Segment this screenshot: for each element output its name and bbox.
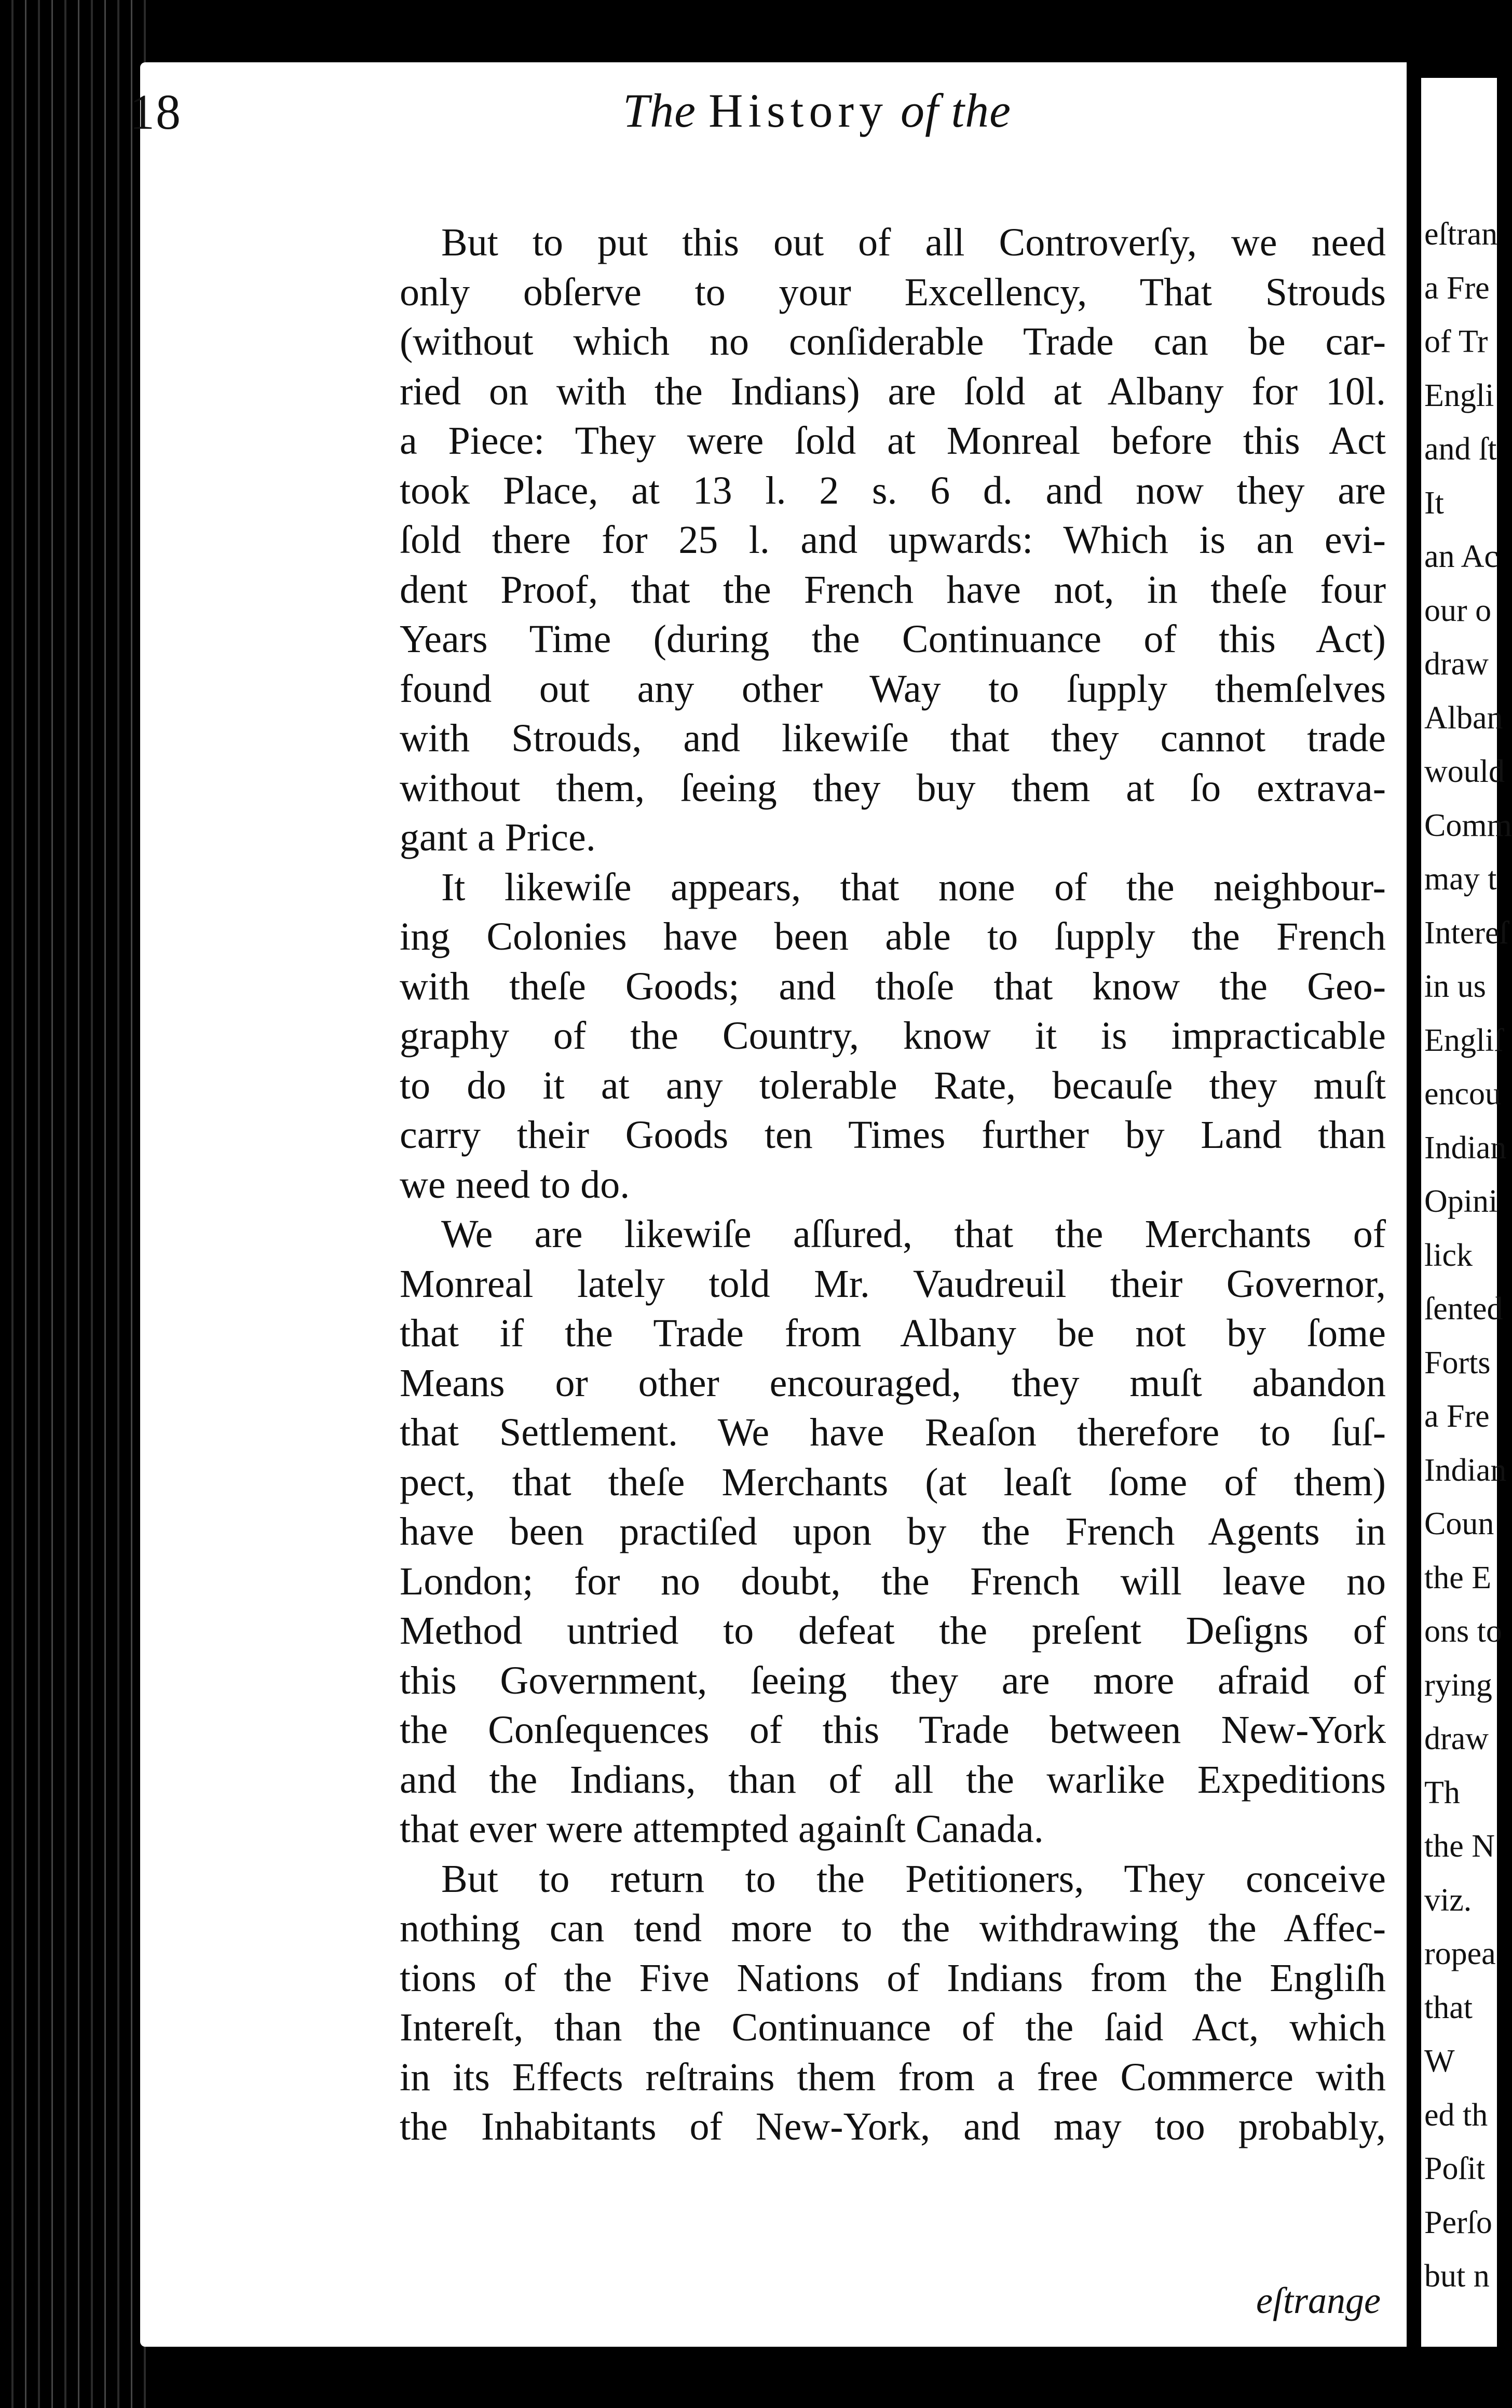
text-line: gant a Price. — [400, 816, 596, 859]
text-line: that ever were attempted againſt Canada. — [400, 1807, 1044, 1851]
next-page-line: W — [1424, 2044, 1455, 2079]
next-page-line: draw — [1424, 1721, 1489, 1756]
text-line: carry their Goods ten Times further by Land than — [400, 1113, 1386, 1157]
next-page-line: ropea — [1424, 1936, 1496, 1971]
text-line: ing Colonies have been able to ſupply the French — [400, 915, 1386, 958]
text-line: that if the Trade from Albany be not by ſome — [400, 1311, 1386, 1355]
text-line: found out any other Way to ſupply themſelves — [400, 667, 1386, 711]
page-number: 18 — [130, 84, 182, 140]
next-page-line: may t — [1424, 861, 1497, 897]
next-page-line: Comm — [1424, 807, 1512, 843]
next-page-line: and ſt — [1424, 431, 1497, 467]
next-page-line: Indian — [1424, 1130, 1507, 1166]
next-page-line: Alban — [1424, 700, 1503, 736]
next-page-line: that — [1424, 1990, 1473, 2025]
next-page-line: in us — [1424, 969, 1486, 1004]
next-page-line: rying — [1424, 1667, 1492, 1703]
text-line: Means or other encouraged, they muſt abandon — [400, 1361, 1386, 1405]
next-page-line: Perſo — [1424, 2204, 1492, 2240]
next-page-line: Th — [1424, 1775, 1460, 1810]
running-head — [623, 83, 1011, 138]
next-page-line: Coun — [1424, 1506, 1494, 1541]
text-line: Monreal lately told Mr. Vaudreuil their Governor, — [400, 1262, 1386, 1306]
next-page-line: Engliſ — [1424, 1022, 1503, 1058]
next-page-line: draw — [1424, 646, 1489, 682]
running-head-post: of the — [888, 84, 1011, 137]
text-line: But to put this out of all Controverſy, we need — [441, 221, 1386, 264]
text-line: (without which no conſiderable Trade can be car- — [400, 320, 1386, 363]
text-line: and the Indians, than of all the warlike Expeditions — [400, 1757, 1386, 1802]
next-page-line: Forts — [1424, 1345, 1491, 1381]
running-head-pre: The — [623, 84, 709, 137]
text-line: have been practiſed upon by the French Agents in — [400, 1510, 1386, 1553]
next-page-line: Opini — [1424, 1184, 1498, 1219]
next-page-line: Poſit — [1424, 2151, 1486, 2186]
running-head-caps: History — [709, 84, 888, 137]
next-page-line: eſtran — [1424, 217, 1498, 252]
text-line: that Settlement. We have Reaſon therefore to ſuſ- — [400, 1411, 1386, 1454]
text-line: in its Effects reſtrains them from a free Commerce with — [400, 2055, 1386, 2099]
next-page-line: the E — [1424, 1560, 1492, 1595]
text-line: took Place, at 13 l. 2 s. 6 d. and now they are — [400, 468, 1386, 512]
next-page-line: the N — [1424, 1829, 1495, 1864]
next-page-line: ed th — [1424, 2097, 1488, 2133]
next-page-line: would — [1424, 754, 1505, 789]
text-line: Intereſt, than the Continuance of the ſaid Act, which — [400, 2006, 1386, 2049]
next-page-line: an Ac — [1424, 539, 1499, 574]
text-line: ſold there for 25 l. and upwards: Which is an evi- — [400, 518, 1386, 562]
next-page-line: Engli — [1424, 377, 1494, 413]
next-page-line: It — [1424, 485, 1444, 521]
text-line: But to return to the Petitioners, They conceive — [441, 1857, 1386, 1901]
text-line: this Government, ſeeing they are more afraid of — [400, 1658, 1386, 1702]
body-text — [400, 218, 1386, 2152]
next-page-line: Indian — [1424, 1452, 1507, 1488]
next-page-line: lick — [1424, 1237, 1473, 1273]
text-line: the Conſequences of this Trade between New-York — [400, 1708, 1386, 1752]
scan-edge — [0, 0, 156, 2408]
next-page-line: ons to — [1424, 1614, 1502, 1649]
text-line: we need to do. — [400, 1162, 630, 1207]
text-line: tions of the Five Nations of Indians from the Engliſh — [400, 1956, 1386, 2000]
text-line: Method untried to defeat the preſent Deſigns of — [400, 1609, 1386, 1653]
text-line: ried on with the Indians) are ſold at Albany for 10l. — [400, 369, 1386, 413]
text-line: without them, ſeeing they buy them at ſo extrava- — [400, 766, 1386, 810]
text-line: only obſerve to your Excellency, That Strouds — [400, 270, 1386, 314]
next-page-line: encou — [1424, 1076, 1502, 1112]
next-page-line: viz. — [1424, 1882, 1472, 1918]
text-line: pect, that theſe Merchants (at leaſt ſome of them) — [400, 1460, 1386, 1504]
text-line: London; for no doubt, the French will leave no — [400, 1559, 1386, 1603]
next-page-line: a Fre — [1424, 270, 1490, 306]
next-page-fragment — [1421, 78, 1512, 2347]
next-page-line: our o — [1424, 592, 1492, 628]
text-line: to do it at any tolerable Rate, becauſe they muſt — [400, 1063, 1386, 1107]
text-line: graphy of the Country, know it is impracticable — [400, 1014, 1386, 1058]
catchword: eſtrange — [1256, 2280, 1381, 2321]
text-line: We are likewiſe aſſured, that the Merchants of — [441, 1212, 1386, 1256]
text-line: the Inhabitants of New-York, and may too probably, — [400, 2105, 1386, 2148]
text-line: with Strouds, and likewiſe that they cannot trade — [400, 716, 1386, 760]
text-line: Years Time (during the Continuance of this Act) — [400, 617, 1386, 661]
text-line: with theſe Goods; and thoſe that know the Geo- — [400, 964, 1386, 1008]
next-page-line: ſented — [1424, 1291, 1503, 1327]
next-page-line: of Tr — [1424, 324, 1488, 359]
next-page-line: Intereſ — [1424, 915, 1508, 951]
next-page-line: a Fre — [1424, 1399, 1490, 1434]
text-line: a Piece: They were ſold at Monreal before this Act — [400, 419, 1386, 463]
text-line: nothing can tend more to the withdrawing the Affec- — [400, 1906, 1386, 1950]
text-line: dent Proof, that the French have not, in theſe four — [400, 567, 1386, 612]
book-gutter — [1407, 62, 1421, 2347]
text-line: It likewiſe appears, that none of the neighbour- — [441, 865, 1386, 909]
next-page-line: but n — [1424, 2258, 1490, 2294]
